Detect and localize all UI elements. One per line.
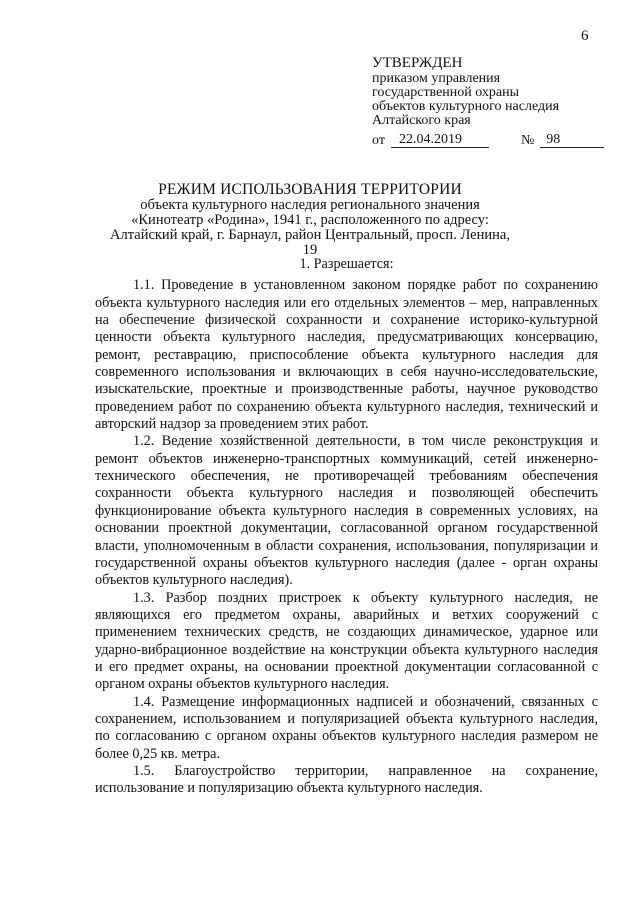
title-line: Алтайский край, г. Барнаул, район Центральный, просп. Ленина, 19 bbox=[110, 227, 510, 258]
approval-line: объектов культурного наследия bbox=[372, 99, 560, 114]
title-line: объекта культурного наследия регионального значения bbox=[140, 197, 480, 213]
approval-line: государственной охраны bbox=[372, 85, 520, 100]
approval-date: 22.04.2019 bbox=[391, 133, 489, 148]
paragraph-1-1: 1.1. Проведение в установленном законом порядке работ по сохранению объекта культурного наследия или его отдельных элементов – мер, направленных на обеспечение физической сохранности и сохранение историко-культурной ценности объекта культурного наследия, предусматривающих консервацию, ремонт, реставрацию, приспособление объекта культурного наследия для современного использования и включающих в себя научно-исследовательские, изыскательские, проектные и производственные работы, научное руководство проведением работ по сохранению объекта культурного наследия, технический и авторский надзор за проведением этих работ. bbox=[95, 277, 598, 433]
number-prefix: № bbox=[520, 133, 535, 148]
document-title bbox=[110, 181, 510, 258]
paragraph-1-5: 1.5. Благоустройство территории, направленное на сохранение, использование и популяризацию объекта культурного наследия. bbox=[95, 762, 598, 797]
section-heading: 1. Разрешается: bbox=[299, 256, 394, 272]
title-line: «Кинотеатр «Родина», 1941 г., расположенного по адресу: bbox=[131, 212, 489, 228]
document-body bbox=[95, 256, 598, 798]
paragraph-1-2: 1.2. Ведение хозяйственной деятельности, в том числе реконструкция и ремонт объектов инженерно-транспортных коммуникаций, сетей инженерно-технического обеспечения, не противоречащей требованиям обеспечения сохранности объекта культурного наследия и позволяющей обеспечить функционирование объекта культурного наследия в современных условиях, на основании проектной документации, согласованной органом государственной власти, уполномоченным в области сохранения, использования, популяризации и государственной охраны объектов культурного наследия (далее - орган охраны объектов культурного наследия). bbox=[95, 433, 598, 589]
paragraph-1-4: 1.4. Размещение информационных надписей и обозначений, связанных с сохранением, использованием и популяризацией объекта культурного наследия, по согласованию с органом охраны объектов культурного наследия размером не более 0,25 кв. метра. bbox=[95, 693, 598, 762]
date-prefix: от bbox=[372, 133, 385, 148]
approval-number: 98 bbox=[540, 133, 604, 148]
paragraph-1-3: 1.3. Разбор поздних пристроек к объекту культурного наследия, не являющихся его предметом охраны, аварийных и ветхих сооружений с применением технических средств, не создающих динамическое, ударное или ударно-вибрационное воздействие на конструкции объекта культурного наследия и его предмет охраны, на основании проектной документации согласованной с органом охраны объектов культурного наследия. bbox=[95, 589, 598, 693]
approval-date-row bbox=[372, 133, 612, 148]
approval-heading: УТВЕРЖДЕН bbox=[372, 55, 463, 71]
approval-line: приказом управления bbox=[372, 71, 501, 86]
page-number: 6 bbox=[581, 28, 589, 44]
approval-line: Алтайского края bbox=[372, 113, 471, 128]
approval-stamp bbox=[372, 56, 612, 148]
title-main: РЕЖИМ ИСПОЛЬЗОВАНИЯ ТЕРРИТОРИИ bbox=[158, 181, 462, 198]
